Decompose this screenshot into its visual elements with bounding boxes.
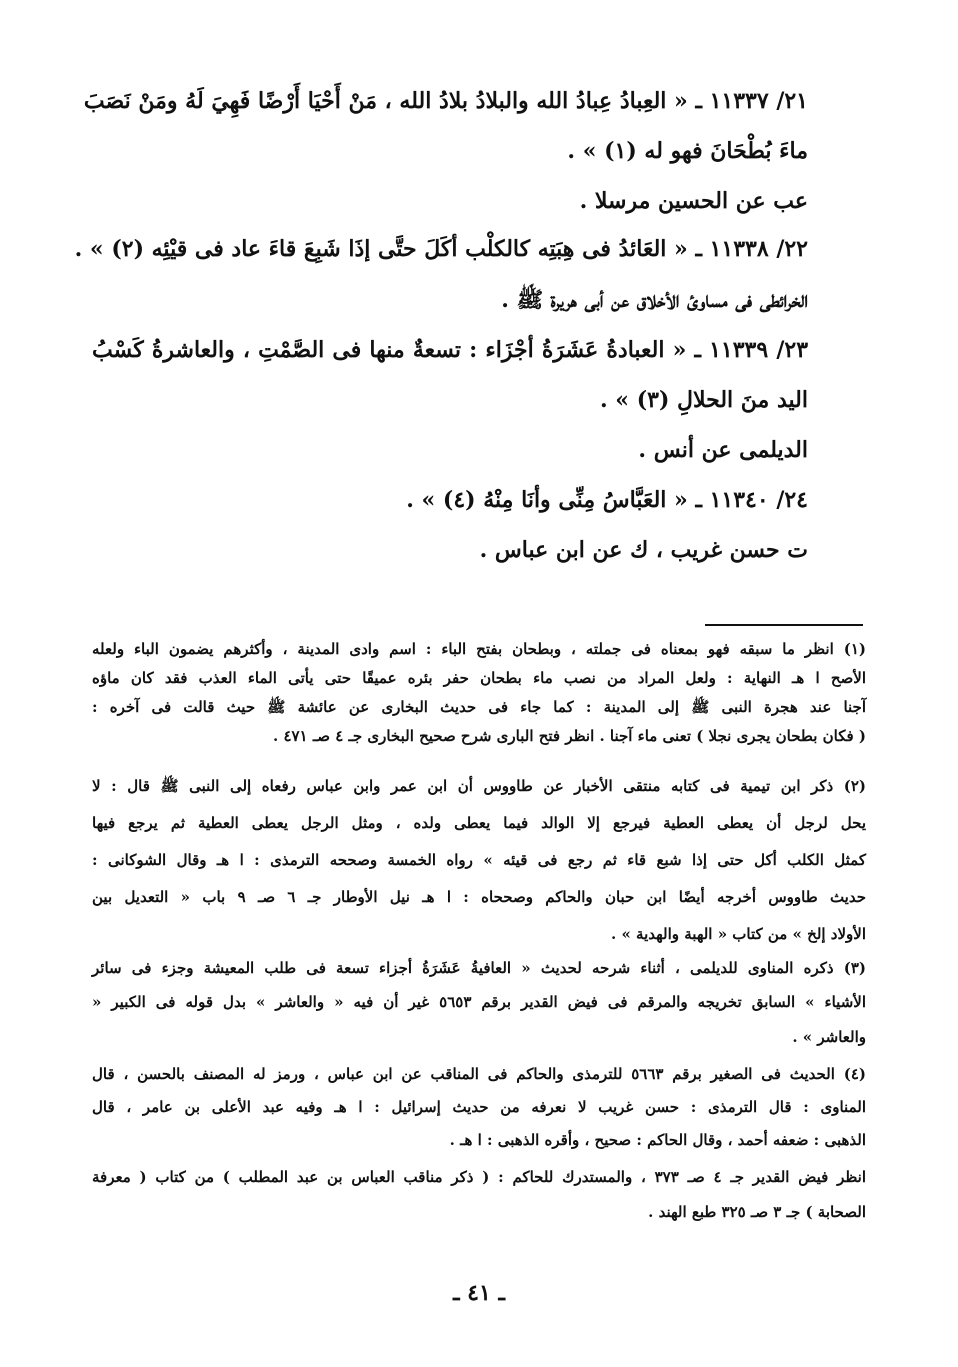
footnote-separator xyxy=(705,624,863,626)
footnote-2-line-5: الأولاد إلخ » من كتاب « الهبة والهدية » . xyxy=(611,925,866,943)
footnote-2-line-2: يحل لرجل أن يعطى العطية فيرجع إلا الوالد فيما يعطى ولده ، ومثل الرجل يعطى العطية ثم يرجع فيها xyxy=(92,814,866,832)
hadith-21-line-1: ٢١/ ١١٣٣٧ ـ « العِبادُ عِبادُ الله والبلادُ بلادُ الله ، مَنْ أَحْيَا أَرْضًا فَهِيَ لَهُ ومَنْ نَصَبَ xyxy=(83,88,808,114)
footnote-5-line-1: انظر فيض القدير جـ ٤ صـ ٣٧٣ ، والمستدرك للحاكم : ( ذكر مناقب العباس بن عبد المطلب ) من كتاب ( معرفة xyxy=(92,1168,866,1186)
footnote-4-line-3: الذهبى : ضعفه أحمد ، وقال الحاكم : صحيح ، وأقره الذهبى : ا هـ . xyxy=(449,1131,866,1149)
footnote-3-line-2: الأشياء » السابق تخريجه والمرقم فى فيض القدير برقم ٥٦٥٣ غير أن فيه « والعاشر » بدل قوله فى الكبير « xyxy=(92,993,866,1011)
hadith-21-source: عب عن الحسين مرسلا . xyxy=(579,188,808,214)
footnote-3-line-3: والعاشر » . xyxy=(792,1028,866,1046)
hadith-21-line-2: ماءَ بُطْحَانَ فهو له (١) » . xyxy=(567,138,808,164)
footnote-5-line-2: الصحابة ) جـ ٣ صـ ٣٢٥ طبع الهند . xyxy=(648,1203,866,1221)
footnote-2-line-1: (٢) ذكر ابن تيمية فى كتابه منتقى الأخبار عن طاووس أن ابن عمر وابن عباس رفعاه إلى النبى ﷺ قال : لا xyxy=(92,777,866,795)
footnote-1-line-2: الأصح ا هـ النهاية : ولعل المراد من نصب ماء بطحان حفر بئره عميقًا حتى يأتى الماء العذب فقد كان ماؤه xyxy=(92,669,866,687)
page-number: ـ ٤١ ـ xyxy=(453,1280,505,1306)
hadith-22-source: الخرائطى فى مساوئ الأخلاق عن أبى هريرة ﷺ . xyxy=(501,287,808,313)
hadith-23-source: الديلمى عن أنس . xyxy=(638,437,808,463)
footnote-2-line-4: حديث طاووس أخرجه أيضًا ابن حبان والحاكم وصححاه : ا هـ نيل الأوطار جـ ٦ صـ ٩ باب « التعديل بين xyxy=(92,888,866,906)
footnote-1-line-1: (١) انظر ما سبقه فهو بمعناه فى جملته ، وبطحان بفتح الباء : اسم وادى المدينة ، وأكثرهم يضمون الباء ولعله xyxy=(92,640,866,658)
footnote-4-line-1: (٤) الحديث فى الصغير برقم ٥٦٦٣ للترمذى والحاكم فى المناقب عن ابن عباس ، ورمز له المصنف بالحسن ، قال xyxy=(92,1065,866,1083)
hadith-22-line-1: ٢٢/ ١١٣٣٨ ـ « العَائدُ فى هِبَتِه كالكلْب أكَلَ حتَّى إذَا شَبِعَ قاءَ عاد فى قيْئِه (٢) » . xyxy=(74,236,808,262)
hadith-24-source: ت حسن غريب ، ك عن ابن عباس . xyxy=(479,537,808,563)
footnote-2-line-3: كمثل الكلب أكل حتى إذا شبع قاء ثم رجع فى قيئه » رواه الخمسة وصححه الترمذى : ا هـ وقال الشوكانى : xyxy=(92,851,866,869)
hadith-23-line-2: اليد منَ الحلالِ (٣) » . xyxy=(599,387,808,413)
footnote-1-line-3: آجنا عند هجرة النبى ﷺ إلى المدينة : كما جاء فى حديث البخارى عن عائشة ﷺ حيث قالت فى آخره : xyxy=(92,698,866,716)
footnote-4-line-2: المناوى : قال الترمذى : حسن غريب لا نعرفه من حديث إسرائيل : ا هـ وفيه عبد الأعلى بن عامر ، قال xyxy=(92,1098,866,1116)
hadith-24-line-1: ٢٤/ ١١٣٤٠ ـ « العَبَّاسُ مِنِّى وأنَا مِنْهُ (٤) » . xyxy=(406,487,808,513)
footnote-3-line-1: (٣) ذكره المناوى للديلمى ، أثناء شرحه لحديث « العافيةُ عَشَرَةُ أجزاء تسعة فى طلب المعيشة وجزء فى سائر xyxy=(92,959,866,977)
hadith-23-line-1: ٢٣/ ١١٣٣٩ ـ « العبادةُ عَشَرَةُ أجْزَاء : تسعةٌ منها فى الصَّمْتِ ، والعاشرةُ كَسْبُ xyxy=(92,337,809,363)
footnote-1-line-4: ( فكان بطحان يجرى نجلا ) تعنى ماء آجنا . انظر فتح البارى شرح صحيح البخارى جـ ٤ صـ ٤٧١ . xyxy=(272,727,866,745)
